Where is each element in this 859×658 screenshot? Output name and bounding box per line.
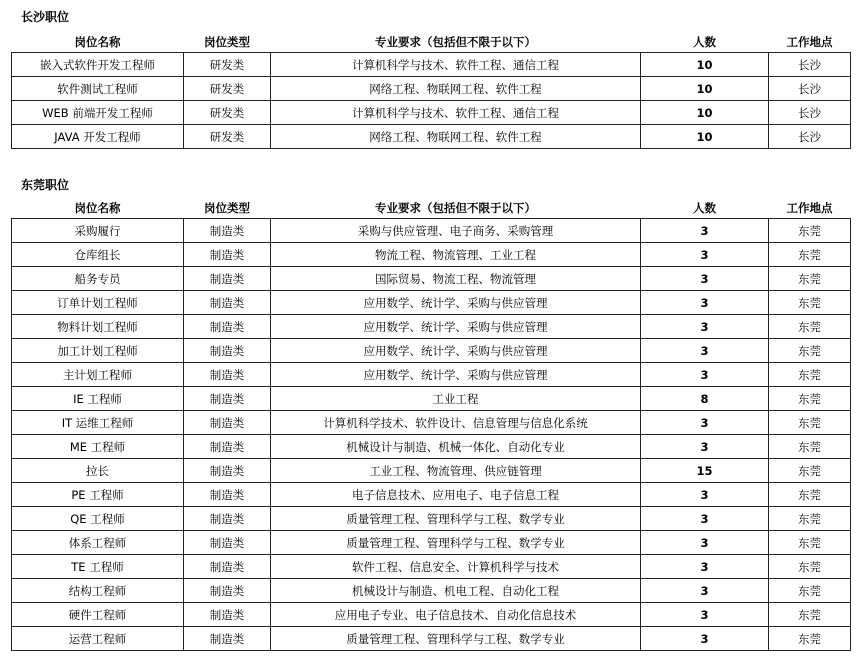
section-title-changsha: 长沙职位 [21, 10, 70, 24]
cell-count: 3 [641, 411, 769, 435]
cell-location: 东莞 [769, 387, 851, 411]
cell-major: 质量管理工程、管理科学与工程、数学专业 [271, 627, 641, 651]
table-row [12, 101, 851, 125]
cell-major: 国际贸易、物流工程、物流管理 [271, 267, 641, 291]
cell-name: 结构工程师 [12, 579, 184, 603]
cell-location: 东莞 [769, 267, 851, 291]
table-row [12, 339, 851, 363]
cell-major: 工业工程 [271, 387, 641, 411]
header-major: 专业要求（包括但不限于以下） [375, 200, 536, 215]
table-row [12, 243, 851, 267]
cell-count: 8 [641, 387, 769, 411]
table-row [12, 579, 851, 603]
cell-type: 制造类 [184, 555, 271, 579]
cell-type: 制造类 [184, 531, 271, 555]
cell-type: 研发类 [184, 77, 271, 101]
cell-count: 3 [641, 531, 769, 555]
cell-count: 3 [641, 627, 769, 651]
cell-name: IE 工程师 [12, 387, 184, 411]
cell-count: 3 [641, 339, 769, 363]
header-location: 工作地点 [786, 34, 833, 49]
cell-name: 主计划工程师 [12, 363, 184, 387]
header-type: 岗位类型 [204, 200, 250, 215]
table-row [12, 603, 851, 627]
cell-count: 3 [641, 291, 769, 315]
cell-name: 运营工程师 [12, 627, 184, 651]
table-row [12, 291, 851, 315]
cell-type: 制造类 [184, 459, 271, 483]
cell-type: 制造类 [184, 603, 271, 627]
cell-major: 应用数学、统计学、采购与供应管理 [271, 291, 641, 315]
cell-count: 3 [641, 267, 769, 291]
cell-major: 计算机科学与技术、软件工程、通信工程 [271, 53, 641, 77]
cell-location: 东莞 [769, 483, 851, 507]
cell-count: 3 [641, 435, 769, 459]
table-row [12, 77, 851, 101]
cell-name: 加工计划工程师 [12, 339, 184, 363]
cell-location: 东莞 [769, 603, 851, 627]
cell-type: 制造类 [184, 291, 271, 315]
table-row [12, 53, 851, 77]
cell-major: 电子信息技术、应用电子、电子信息工程 [271, 483, 641, 507]
cell-location: 东莞 [769, 435, 851, 459]
cell-name: IT 运维工程师 [12, 411, 184, 435]
cell-name: 软件测试工程师 [12, 77, 184, 101]
header-name: 岗位名称 [74, 34, 121, 49]
jobs-table-changsha [11, 31, 851, 149]
cell-name: ME 工程师 [12, 435, 184, 459]
cell-major: 机械设计与制造、机电工程、自动化工程 [271, 579, 641, 603]
table-header-row [12, 197, 851, 219]
cell-location: 东莞 [769, 243, 851, 267]
cell-type: 制造类 [184, 315, 271, 339]
table-row [12, 459, 851, 483]
cell-major: 应用数学、统计学、采购与供应管理 [271, 315, 641, 339]
cell-name: TE 工程师 [12, 555, 184, 579]
table-row [12, 387, 851, 411]
cell-name: 物料计划工程师 [12, 315, 184, 339]
cell-name: 采购履行 [12, 219, 184, 243]
cell-location: 东莞 [769, 459, 851, 483]
cell-type: 制造类 [184, 243, 271, 267]
cell-name: 硬件工程师 [12, 603, 184, 627]
cell-major: 机械设计与制造、机械一体化、自动化专业 [271, 435, 641, 459]
cell-type: 制造类 [184, 579, 271, 603]
cell-type: 制造类 [184, 411, 271, 435]
cell-name: 拉长 [12, 459, 184, 483]
table-body-changsha [12, 53, 851, 149]
cell-major: 计算机科学技术、软件设计、信息管理与信息化系统 [271, 411, 641, 435]
cell-name: QE 工程师 [12, 507, 184, 531]
cell-type: 制造类 [184, 363, 271, 387]
table-row [12, 531, 851, 555]
table-row [12, 483, 851, 507]
table-row [12, 507, 851, 531]
cell-major: 计算机科学与技术、软件工程、通信工程 [271, 101, 641, 125]
cell-location: 长沙 [769, 53, 851, 77]
jobs-table-dongguan [11, 197, 851, 651]
cell-type: 制造类 [184, 267, 271, 291]
cell-location: 东莞 [769, 531, 851, 555]
cell-name: 订单计划工程师 [12, 291, 184, 315]
table-row [12, 411, 851, 435]
header-major: 专业要求（包括但不限于以下） [375, 34, 536, 49]
cell-name: 船务专员 [12, 267, 184, 291]
cell-count: 3 [641, 507, 769, 531]
cell-count: 3 [641, 579, 769, 603]
header-type: 岗位类型 [204, 34, 250, 49]
cell-location: 东莞 [769, 627, 851, 651]
cell-location: 长沙 [769, 125, 851, 149]
table-row [12, 315, 851, 339]
cell-major: 工业工程、物流管理、供应链管理 [271, 459, 641, 483]
cell-name: 仓库组长 [12, 243, 184, 267]
cell-count: 15 [641, 459, 769, 483]
cell-name: WEB 前端开发工程师 [12, 101, 184, 125]
section-title-dongguan: 东莞职位 [21, 178, 70, 192]
cell-location: 东莞 [769, 411, 851, 435]
table-row [12, 363, 851, 387]
cell-major: 物流工程、物流管理、工业工程 [271, 243, 641, 267]
table-row [12, 125, 851, 149]
cell-count: 3 [641, 555, 769, 579]
cell-major: 软件工程、信息安全、计算机科学与技术 [271, 555, 641, 579]
cell-count: 10 [641, 101, 769, 125]
cell-major: 质量管理工程、管理科学与工程、数学专业 [271, 507, 641, 531]
cell-location: 长沙 [769, 101, 851, 125]
cell-major: 质量管理工程、管理科学与工程、数学专业 [271, 531, 641, 555]
cell-count: 10 [641, 53, 769, 77]
header-location: 工作地点 [786, 200, 833, 215]
cell-location: 东莞 [769, 507, 851, 531]
cell-count: 3 [641, 603, 769, 627]
cell-major: 网络工程、物联网工程、软件工程 [271, 125, 641, 149]
cell-name: JAVA 开发工程师 [12, 125, 184, 149]
cell-location: 东莞 [769, 579, 851, 603]
table-row [12, 267, 851, 291]
cell-count: 10 [641, 77, 769, 101]
cell-count: 3 [641, 219, 769, 243]
table-row [12, 627, 851, 651]
cell-major: 应用数学、统计学、采购与供应管理 [271, 363, 641, 387]
cell-count: 3 [641, 363, 769, 387]
cell-type: 研发类 [184, 125, 271, 149]
table-row [12, 555, 851, 579]
cell-count: 3 [641, 483, 769, 507]
cell-type: 制造类 [184, 219, 271, 243]
header-count: 人数 [693, 200, 716, 215]
cell-type: 制造类 [184, 483, 271, 507]
cell-major: 应用电子专业、电子信息技术、自动化信息技术 [271, 603, 641, 627]
cell-name: 嵌入式软件开发工程师 [12, 53, 184, 77]
cell-count: 10 [641, 125, 769, 149]
cell-location: 东莞 [769, 363, 851, 387]
table-row [12, 219, 851, 243]
cell-type: 制造类 [184, 627, 271, 651]
cell-type: 制造类 [184, 387, 271, 411]
cell-location: 东莞 [769, 219, 851, 243]
table-header-row [12, 31, 851, 53]
cell-count: 3 [641, 315, 769, 339]
cell-location: 东莞 [769, 315, 851, 339]
cell-type: 研发类 [184, 53, 271, 77]
cell-location: 东莞 [769, 291, 851, 315]
cell-location: 长沙 [769, 77, 851, 101]
cell-name: PE 工程师 [12, 483, 184, 507]
cell-type: 制造类 [184, 435, 271, 459]
cell-type: 研发类 [184, 101, 271, 125]
header-name: 岗位名称 [74, 200, 121, 215]
table-row [12, 435, 851, 459]
cell-major: 应用数学、统计学、采购与供应管理 [271, 339, 641, 363]
cell-type: 制造类 [184, 507, 271, 531]
cell-count: 3 [641, 243, 769, 267]
cell-major: 网络工程、物联网工程、软件工程 [271, 77, 641, 101]
cell-name: 体系工程师 [12, 531, 184, 555]
cell-location: 东莞 [769, 339, 851, 363]
cell-location: 东莞 [769, 555, 851, 579]
table-body-dongguan [12, 219, 851, 651]
cell-major: 采购与供应管理、电子商务、采购管理 [271, 219, 641, 243]
header-count: 人数 [693, 34, 716, 49]
cell-type: 制造类 [184, 339, 271, 363]
